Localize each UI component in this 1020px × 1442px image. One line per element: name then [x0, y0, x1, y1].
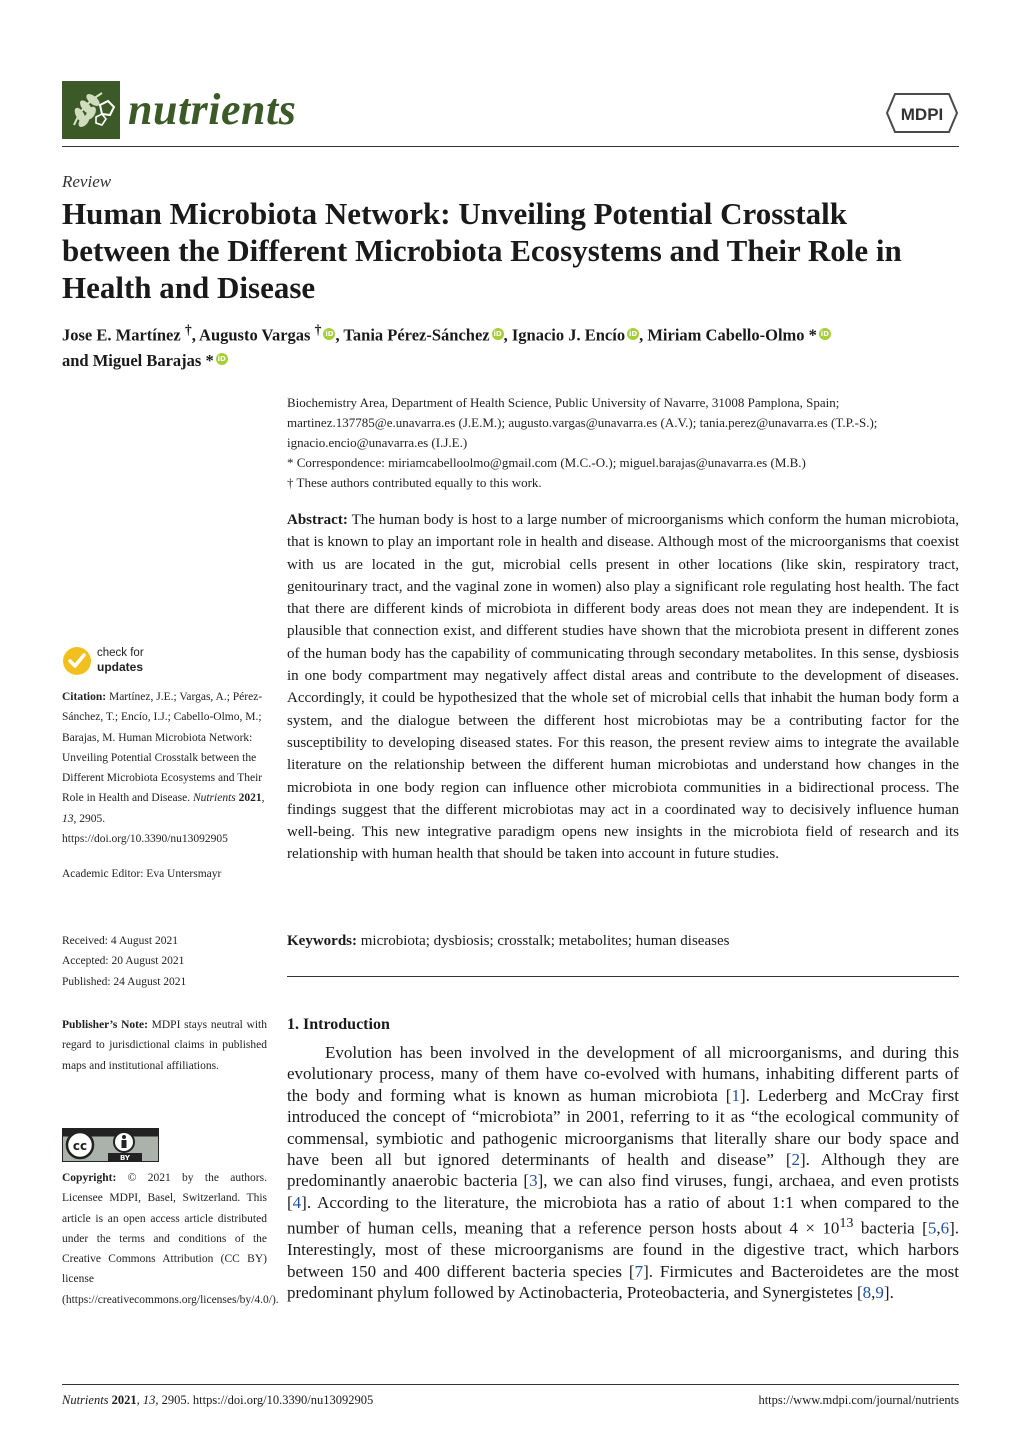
check-for-updates-badge[interactable] — [62, 645, 162, 679]
mdpi-logo-text: MDPI — [900, 105, 944, 124]
orcid-icon[interactable]: iD — [325, 329, 334, 338]
footer-citation: Nutrients 2021, 13, 2905. https://doi.org/10.3390/nu13092905 — [62, 1393, 374, 1407]
footer-divider — [62, 1384, 959, 1385]
author-mark: † — [314, 322, 322, 337]
affiliation-emails[interactable]: ignacio.encio@unavarra.es (I.J.E.) — [287, 435, 468, 450]
published-date: Published: 24 August 2021 — [62, 975, 187, 988]
reference-link[interactable]: 6 — [940, 1218, 950, 1238]
accepted-date: Accepted: 20 August 2021 — [62, 955, 185, 968]
svg-text:cc: cc — [72, 1139, 88, 1153]
academic-editor: Academic Editor: Eva Untersmayr — [62, 868, 222, 880]
introduction-paragraph: Evolution has been involved in the development of all microorganisms, and during this evolutionary process, many of them have co-evolved with humans, inhabiting different parts of the body and forming what is known as human microbiota [1]. Lederberg and McCray first introduced the concept of “microbiota” in 2001, referring to it as “the ecological community of commensal, symbiotic and pathogenic microorganisms that literally share our body space and have been all but ignored determinants of health and disease” [2]. Although they are predominantly anaerobic bacteria [3], we can also find viruses, fungi, archaea, and even protists [4]. According to the literature, the microbiota has a ratio of about 1:1 when compared to the number of human cells, meaning that a reference person hosts about $4 \times 10^{13}$ bacteria [5,6]. Interestingly, most of these microorganisms are found in the digestive tract, which harbors between 150 and 400 different bacteria species [7]. Firmicutes and Bacteroidetes are the most predominant phylum followed by Actinobacteria, Proteobacteria, and Synergistetes [8,9]. — [287, 1043, 959, 1303]
journal-logo-icon — [62, 81, 120, 139]
citation: Citation: Martínez, J.E.; Vargas, A.; Pérez-Sánchez, T.; Encío, I.J.; Cabello-Olmo, M.; Barajas, M. Human Microbiota Network: Unveiling Potential Crosstalk between the Different Microbiota Ecosystems and Their Role in Health and Disease. Nutrients 2021, 13, 2905. https://doi.org/10.3390/nu13092905 — [62, 691, 265, 846]
reference-link[interactable]: 8 — [862, 1283, 872, 1303]
abstract — [287, 509, 959, 866]
reference-link[interactable]: 4 — [292, 1192, 302, 1212]
cc-label: BY — [119, 1154, 131, 1162]
citation-label: Citation: — [62, 691, 107, 703]
abstract-divider — [287, 976, 959, 977]
abstract-label: Abstract: — [287, 512, 348, 528]
affiliations — [287, 393, 959, 493]
publisher-note-label: Publisher’s Note: — [62, 1019, 148, 1031]
check-updates-text: check for — [97, 647, 144, 659]
copyright-label: Copyright: — [62, 1172, 117, 1184]
header-divider — [62, 146, 959, 147]
affiliation-emails[interactable]: martinez.137785@e.unavarra.es (J.E.M.); augusto.vargas@unavarra.es (A.V.); tania.perez@unavarra.es (T.P.-S.); — [287, 415, 878, 430]
keywords-label: Keywords: — [287, 933, 357, 949]
orcid-icon[interactable]: iD — [628, 329, 638, 338]
author-name[interactable]: Jose E. Martínez — [62, 325, 181, 345]
author-mark: † — [184, 322, 192, 337]
keywords-text: microbiota; dysbiosis; crosstalk; metabolites; human diseases — [360, 933, 730, 949]
check-updates-icon — [62, 646, 92, 676]
author-name[interactable]: Miriam Cabello-Olmo — [647, 325, 805, 345]
cc-by-license-icon[interactable] — [62, 1128, 159, 1162]
copyright: Copyright: © 2021 by the authors. Licensee MDPI, Basel, Switzerland. This article is an open access article distributed under the terms and conditions of the Creative Commons Attribution (CC BY) license (https://creativecommons.org/licenses/by/4.0/). — [62, 1172, 279, 1306]
author-name[interactable]: Miguel Barajas — [92, 350, 202, 370]
abstract-text: The human body is host to a large number of microorganisms which conform the human microbiota, that is known to play an important role in health and disease. Although most of the microorganisms that coexist with us are located in the gut, microbial cells present in other locations (like skin, respiratory tract, genitourinary tract, and the vaginal zone in women) also play a significant role regulating host health. The fact that there are different kinds of microbiota in different body areas does not mean they are independent. It is plausible that connection exist, and different studies have shown that the microbiota present in different zones of the human body has the capability of communicating through secondary metabolites. In this sense, dysbiosis in one body compartment may negatively affect distal areas and contribute to the development of diseases. Accordingly, it could be hypothesized that the whole set of microbial cells that inhabit the human body form a system, and the dialogue between the different host microbiotas may be a contributing factor for the susceptibility to developing diseased states. For this reason, the present review aims to integrate the available literature on the relationship between the different human microbiotas and understand how changes in the microbiota in one body region can influence other microbiota communities in a bidirectional process. The findings suggest that the different microbiotas may act in a coordinated way to decisively influence human well-being. This new integrative paradigm opens new insights in the microbiota field of research and its relationship with human health that should be taken into account in future studies. — [287, 512, 959, 863]
author-name[interactable]: Augusto Vargas — [199, 325, 311, 345]
footer-journal-url[interactable]: https://www.mdpi.com/journal/nutrients — [758, 1393, 959, 1407]
reference-link[interactable]: 9 — [875, 1283, 884, 1303]
mdpi-logo[interactable] — [885, 92, 959, 134]
affiliation-line: Biochemistry Area, Department of Health Science, Public University of Navarre, 31008 Pamplona, Spain; — [287, 395, 840, 410]
correspondence[interactable]: * Correspondence: miriamcabelloolmo@gmail.com (M.C.-O.); miguel.barajas@unavarra.es (M.B.) — [287, 455, 806, 470]
article-type: Review — [62, 172, 112, 191]
orcid-icon[interactable]: iD — [217, 354, 226, 363]
section-heading: 1. Introduction — [287, 1016, 390, 1033]
publisher-note: Publisher’s Note: MDPI stays neutral with regard to jurisdictional claims in published maps and institutional affiliations. — [62, 1019, 267, 1072]
citation-doi[interactable]: , 2905. https://doi.org/10.3390/nu13092905 — [62, 812, 228, 846]
exponent: 13 — [839, 1215, 854, 1232]
footer-doi[interactable]: , 2905. https://doi.org/10.3390/nu13092905 — [155, 1393, 374, 1407]
author-mark: * — [808, 325, 817, 345]
reference-link[interactable]: 5 — [927, 1218, 937, 1238]
check-updates-text: updates — [97, 660, 144, 674]
article-title: Human Microbiota Network: Unveiling Potential Crosstalk between the Different Microbiota Ecosystems and Their Role in Health and Disease — [62, 196, 902, 305]
author-mark: * — [205, 350, 214, 370]
received-date: Received: 4 August 2021 — [62, 935, 178, 947]
author-name[interactable]: Ignacio J. Encío — [511, 325, 626, 345]
orcid-icon[interactable]: iD — [820, 329, 830, 338]
orcid-icon[interactable]: iD — [493, 329, 502, 338]
reference-link[interactable]: 1 — [731, 1085, 740, 1105]
reference-link[interactable]: 2 — [791, 1150, 800, 1170]
article-dates — [62, 931, 267, 992]
author-name[interactable]: Tania Pérez-Sánchez — [343, 325, 490, 345]
journal-name: nutrients — [128, 85, 297, 134]
keywords — [287, 930, 959, 952]
author-list: Jose E. Martínez †, Augusto Vargas † iD , Tania Pérez-Sánchez iD , Ignacio J. Encío iD , Miriam Cabello-Olmo * iD and Miguel Barajas * iD — [62, 322, 830, 370]
reference-link[interactable]: 7 — [634, 1261, 644, 1281]
equal-contribution-note: † These authors contributed equally to this work. — [287, 475, 542, 490]
reference-link[interactable]: 3 — [529, 1171, 538, 1191]
